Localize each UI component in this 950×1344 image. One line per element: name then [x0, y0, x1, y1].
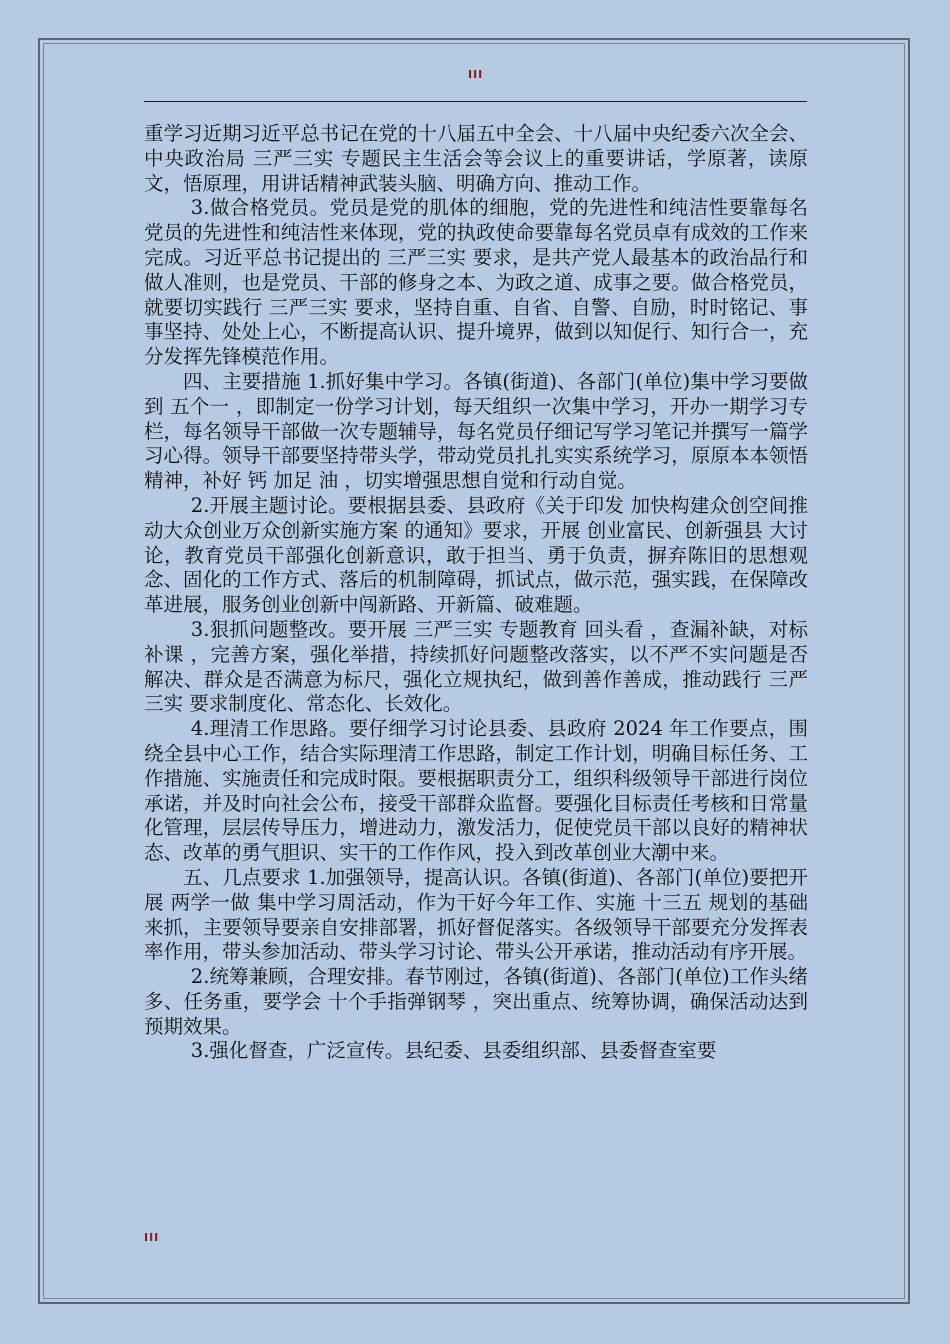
- paragraph-supervision: 3.强化督查，广泛宣传。县纪委、县委组织部、县委督查室要: [190, 1039, 717, 1063]
- paragraph-requirements: 五、几点要求 1.加强领导，提高认识。各镇(街道)、各部门(单位)要把开展 两学一做 集中学习周活动，作为干好今年工作、实施 十三五 规划的基础来抓，主要领导要亲自安排部署，抓好督促落实。各级领导干部要充分发挥表率作用，带头参加活动、带头学习讨论、带头公开承诺，推动活动有序开展。: [144, 865, 808, 964]
- paragraph-problem-rectification: 3.狠抓问题整改。要开展 三严三实 专题教育 回头看 ，查漏补缺，对标 补课 ，完善方案，强化举措，持续抓好问题整改落实，以不严不实问题是否解决、群众是否满意为标尺，强化立规执纪，做到善作善成，推动践行 三严三实 要求制度化、常态化、长效化。: [144, 617, 808, 716]
- document-body: [144, 122, 808, 1064]
- paragraph-work-ideas: 4.理清工作思路。要仔细学习讨论县委、县政府 2024 年工作要点，围绕全县中心工作，结合实际理清工作思路，制定工作计划，明确目标任务、工作措施、实施责任和完成时限。要根据职责分工，组织科级领导干部进行岗位承诺，并及时向社会公布，接受干部群众监督。要强化目标责任考核和日常量化管理，层层传导压力，增进动力，激发活力，促使党员干部以良好的精神状态、改革的勇气胆识、实干的工作作风，投入到改革创业大潮中来。: [144, 717, 808, 865]
- paragraph-overall-planning: 2.统筹兼顾，合理安排。春节刚过，各镇(街道)、各部门(单位)工作头绪多、任务重，要学会 十个手指弹钢琴 ，突出重点、统筹协调，确保活动达到预期效果。: [144, 965, 808, 1038]
- paragraph-continuation: 重学习近期习近平总书记在党的十八届五中全会、十八届中央纪委六次全会、中央政治局 三严三实 专题民主生活会等会议上的重要讲话，学原著，读原文，悟原理，用讲话精神武装头脑、明确方向、推动工作。: [144, 122, 808, 195]
- paragraph-main-measures: 四、主要措施 1.抓好集中学习。各镇(街道)、各部门(单位)集中学习要做到 五个一 ，即制定一份学习计划，每天组织一次集中学习，开办一期学习专栏，每名领导干部做一次专题辅导，每名党员仔细记写学习笔记并撰写一篇学习心得。领导干部要坚持带头学，带动党员扎扎实实系统学习，原原本本领悟精神，补好 钙 加足 油 ，切实增强思想自觉和行动自觉。: [144, 369, 808, 493]
- paragraph-qualified-member: 3.做合格党员。党员是党的肌体的细胞，党的先进性和纯洁性要靠每名党员的先进性和纯洁性来体现，党的执政使命要靠每名党员卓有成效的工作来完成。习近平总书记提出的 三严三实 要求，是共产党人最基本的政治品行和做人准则，也是党员、干部的修身之本、为政之道、成事之要。做合格党员，就要切实践行 三严三实 要求，坚持自重、自省、自警、自励，时时铭记、事事坚持、处处上心，不断提高认识、提升境界，做到以知促行、知行合一，充分发挥先锋模范作用。: [144, 196, 808, 369]
- header-mark: III: [468, 68, 484, 81]
- footer-mark: III: [144, 1231, 160, 1244]
- header-rule: [144, 101, 807, 102]
- paragraph-theme-discussion: 2.开展主题讨论。要根据县委、县政府《关于印发 加快构建众创空间推动大众创业万众创新实施方案 的通知》要求，开展 创业富民、创新强县 大讨论，教育党员干部强化创新意识，敢于担当、勇于负责，摒弃陈旧的思想观念、固化的工作方式、落后的机制障碍，抓试点，做示范，强实践，在保障改革进展，服务创业创新中闯新路、开新篇、破难题。: [144, 493, 808, 617]
